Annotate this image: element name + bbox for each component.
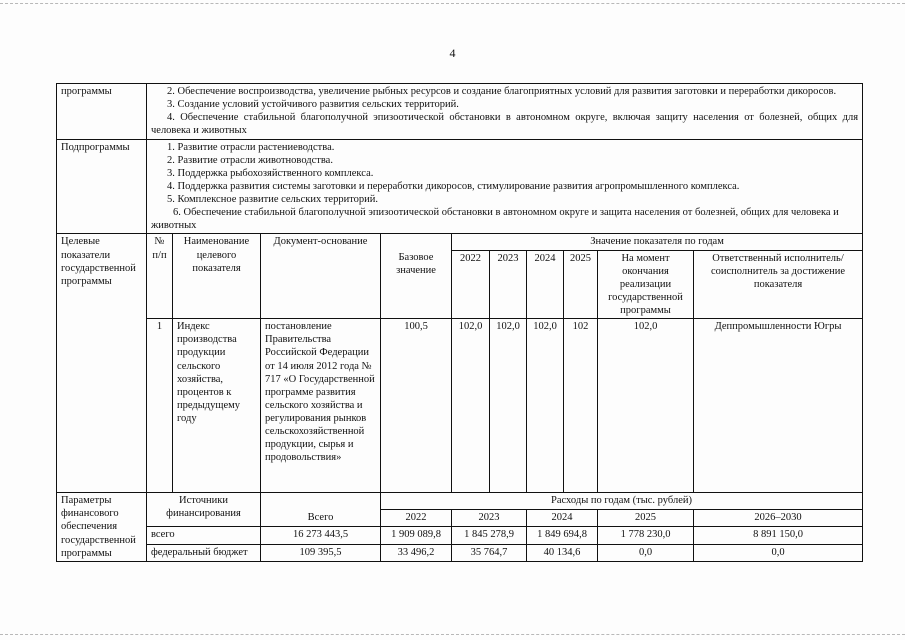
finance-col-2025: 2025 <box>598 510 694 527</box>
indicator-name: Индекс производства продукции сельского хозяйства, процентов к предыдущему году <box>173 319 261 493</box>
subprogram-item: 6. Обеспечение стабильной благополучной эпизоотической обстановки в автономном округе и защита населения от болезней, общих для человека и животных <box>151 207 839 232</box>
indicators-label: Целевые показатели государственной программы <box>57 234 147 493</box>
page-number: 4 <box>449 46 456 60</box>
subprogram-item: 1. Развитие отрасли растениеводства. <box>167 141 335 153</box>
subprogram-item: 5. Комплексное развитие сельских территорий. <box>167 194 379 205</box>
indicator-2024: 102,0 <box>527 319 564 493</box>
header-2022: 2022 <box>452 250 490 319</box>
finance-row-total <box>57 527 863 544</box>
finance-header-row <box>57 493 863 510</box>
finance-col-2022: 2022 <box>381 510 452 527</box>
indicator-base: 100,5 <box>381 319 452 493</box>
finance-value: 40 134,6 <box>527 544 598 561</box>
program-item: 2. Обеспечение воспроизводства, увеличение рыбных ресурсов и создание благоприятных условий для развития заготовки и переработки дикоросов. <box>167 86 837 97</box>
finance-col-2024: 2024 <box>527 510 598 527</box>
indicator-responsible: Деппромышленности Югры <box>694 319 863 493</box>
finance-value: 1 849 694,8 <box>527 527 598 544</box>
subprograms-items <box>147 139 863 234</box>
finance-value: 1 909 089,8 <box>381 527 452 544</box>
subprograms-label: Подпрограммы <box>57 139 147 234</box>
finance-value: 33 496,2 <box>381 544 452 561</box>
finance-sources-header: Источники финансирования <box>147 493 261 527</box>
finance-col-2026-2030: 2026–2030 <box>694 510 863 527</box>
indicators-header-row <box>57 234 863 250</box>
indicator-2025: 102 <box>564 319 598 493</box>
finance-row-federal <box>57 544 863 561</box>
finance-source: всего <box>147 527 261 544</box>
finance-value: 0,0 <box>694 544 863 561</box>
finance-value: 8 891 150,0 <box>694 527 863 544</box>
header-end: На момент окончания реализации государственной программы <box>598 250 694 319</box>
header-indicator-name: Наименование целевого показателя <box>173 234 261 319</box>
finance-label: Параметры финансового обеспечения государственной программы <box>57 493 147 562</box>
finance-expenses-header: Расходы по годам (тыс. рублей) <box>381 493 863 510</box>
finance-col-2023: 2023 <box>452 510 527 527</box>
finance-value: 35 764,7 <box>452 544 527 561</box>
finance-value: 109 395,5 <box>261 544 381 561</box>
finance-value: 1 778 230,0 <box>598 527 694 544</box>
subprogram-item: 3. Поддержка рыбохозяйственного комплекса. <box>167 167 374 179</box>
indicator-2023: 102,0 <box>490 319 527 493</box>
header-values-group: Значение показателя по годам <box>452 234 863 250</box>
program-item: 3. Создание условий устойчивого развития сельских территорий. <box>167 99 459 111</box>
subprogram-item: 2. Развитие отрасли животноводства. <box>167 154 333 166</box>
program-passport-table <box>56 83 863 562</box>
subprograms-row <box>57 139 863 234</box>
subprogram-item: 4. Поддержка развития системы заготовки и переработки дикоросов, стимулирование развития агропромышленного комплекса. <box>167 180 740 192</box>
finance-source: федеральный бюджет <box>147 544 261 561</box>
program-label: программы <box>57 84 147 140</box>
program-item: 4. Обеспечение стабильной благополучной эпизоотической обстановки в автономном округе, включая защиту населения от болезней, общих для человека и животных <box>151 112 859 137</box>
indicator-num: 1 <box>147 319 173 493</box>
finance-col-total: Всего <box>261 510 381 527</box>
indicator-row <box>57 319 863 493</box>
indicator-document: постановление Правительства Российской Федерации от 14 июля 2012 года № 717 «О Государственной программе развития сельского хозяйства и регулирования рынков сельскохозяйственной продукции, сырья и продовольствия» <box>261 319 381 493</box>
scan-edge-bottom <box>0 634 905 635</box>
header-document: Документ-основание <box>261 234 381 319</box>
header-responsible: Ответственный исполнитель/соисполнитель за достижение показателя <box>694 250 863 319</box>
scan-edge-top <box>0 3 905 4</box>
header-2025: 2025 <box>564 250 598 319</box>
program-items <box>147 84 863 140</box>
indicator-2022: 102,0 <box>452 319 490 493</box>
indicator-end: 102,0 <box>598 319 694 493</box>
header-2023: 2023 <box>490 250 527 319</box>
header-base: Базовое значение <box>381 250 452 319</box>
finance-value: 0,0 <box>598 544 694 561</box>
header-2024: 2024 <box>527 250 564 319</box>
finance-value: 1 845 278,9 <box>452 527 527 544</box>
header-num: № п/п <box>147 234 173 319</box>
program-row <box>57 84 863 140</box>
finance-value: 16 273 443,5 <box>261 527 381 544</box>
